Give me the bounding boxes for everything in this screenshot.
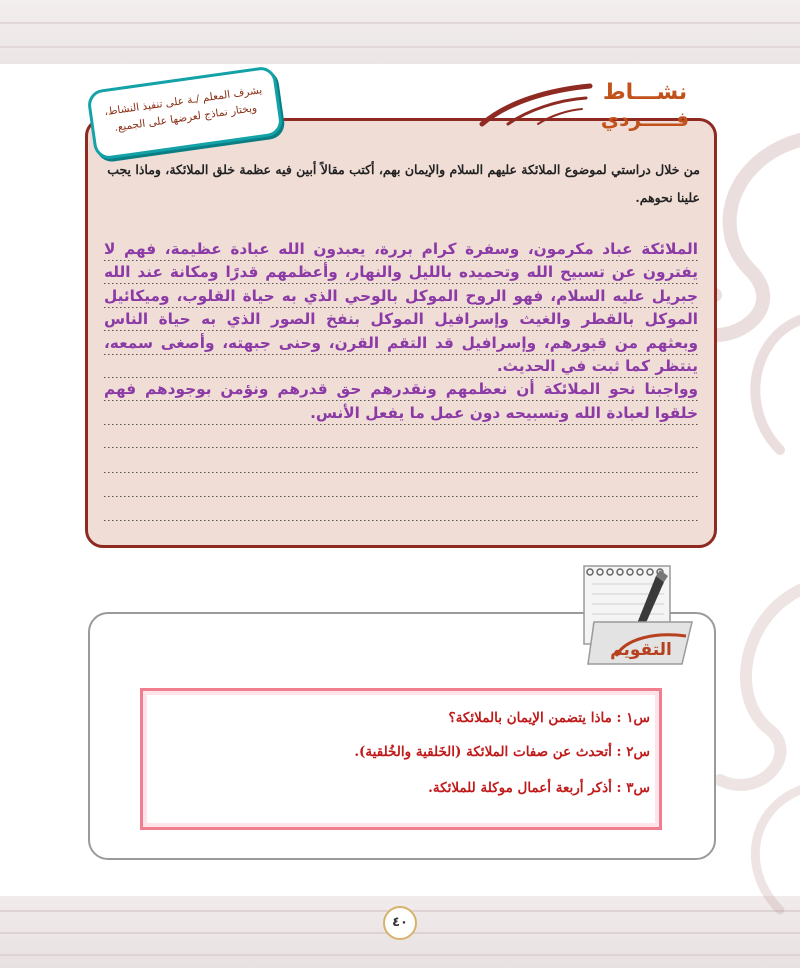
dotted-line	[104, 283, 698, 284]
activity-title	[590, 80, 700, 132]
dotted-line	[104, 400, 698, 401]
band-line	[0, 954, 800, 956]
dotted-line	[104, 472, 698, 473]
answer-text	[104, 238, 698, 425]
dotted-line	[104, 260, 698, 261]
question-1: س١ : ماذا يتضمن الإيمان بالملائكة؟	[448, 710, 650, 726]
activity-prompt: من خلال دراستي لموضوع الملائكة عليهم السلام والإيمان بهم، أكتب مقالاً أبين فيه عظمة خلق الملائكة، وماذا يجب علينا نحوهم.	[107, 162, 700, 205]
top-band	[0, 0, 800, 64]
question-3: س٣ : أذكر أربعة أعمال موكلة للملائكة.	[428, 780, 650, 796]
page-number: ٤٠	[383, 906, 417, 940]
swoosh-decoration-icon	[478, 82, 596, 128]
evaluation-label: التقويم	[610, 640, 672, 660]
activity-title-line2: فـــــردي	[600, 107, 690, 131]
dotted-line	[104, 496, 698, 497]
band-line	[0, 46, 800, 48]
dotted-line	[104, 424, 698, 425]
band-line	[0, 22, 800, 24]
dotted-line	[104, 307, 698, 308]
question-2: س٢ : أتحدث عن صفات الملائكة (الخَلقية والخُلقية).	[354, 744, 650, 760]
dotted-line	[104, 330, 698, 331]
dotted-line	[104, 354, 698, 355]
dotted-line	[104, 377, 698, 378]
answer-paragraph-2: وواجبنا نحو الملائكة أن نعظمهم ونقدرهم حق قدرهم ونؤمن بوجودهم فهم خلقوا لعبادة الله وتسبيحه دون عمل ما يفعل الأنس.	[104, 380, 698, 422]
answer-paragraph-1: الملائكة عباد مكرمون، وسفرة كرام بررة، يعبدون الله عبادة عظيمة، فهم لا يفترون عن تسبيح الله وتحميده بالليل والنهار، وأعظمهم قدرًا ومكانة عند الله جبريل عليه السلام، فهو الروح الموكل بالوحي الذي به حياة القلوب، وميكائيل الموكل بالقطر والغيث وإسرافيل الموكل بنفخ الصور الذي به حياة الناس وبعثهم من قبورهم، وإسرافيل قد التقم القرن، وحنى جبهته، وأصغى سمعه، ينتظر كما ثبت في الحديث.	[104, 240, 698, 376]
activity-title-line1: نشـــاط	[602, 80, 688, 105]
dotted-line	[104, 520, 698, 521]
teacher-note-text: يشرف المعلم /ـة على تنفيذ النشاط، ويختار نماذج لعرضها على الجميع.	[103, 84, 263, 134]
dotted-line	[104, 447, 698, 448]
